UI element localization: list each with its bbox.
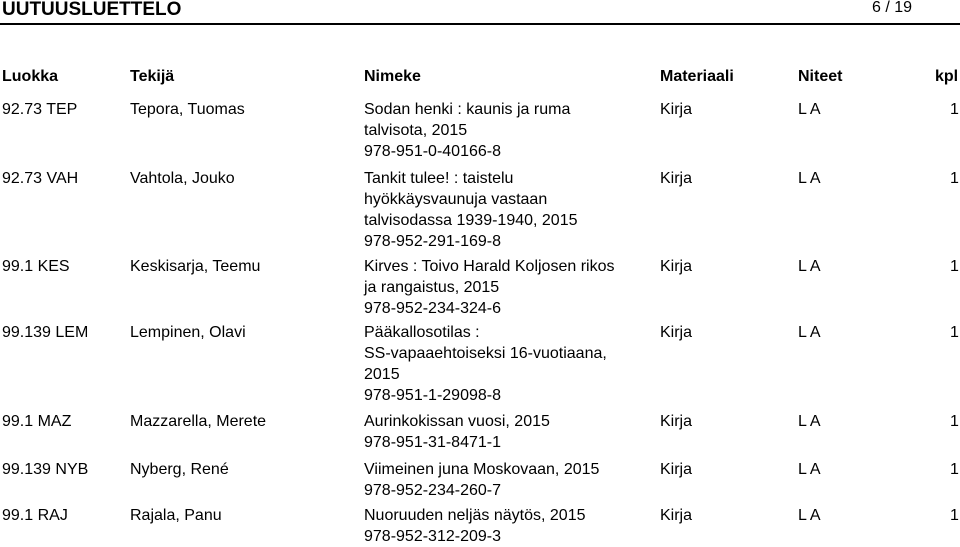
count: 1: [950, 101, 959, 118]
title-line: SS-vapaaehtoiseksi 16-vuotiaana,: [364, 345, 607, 362]
count: 1: [950, 413, 959, 430]
title-line: Kirves : Toivo Harald Koljosen rikos: [364, 258, 615, 275]
material: Kirja: [660, 258, 693, 275]
author: Mazzarella, Merete: [130, 413, 267, 430]
copies-location: L A: [798, 324, 821, 341]
material: Kirja: [660, 101, 693, 118]
material: Kirja: [660, 461, 693, 478]
isbn: 978-952-234-324-6: [364, 300, 501, 317]
title-block: [364, 322, 649, 406]
title-line: Tankit tulee! : taistelu: [364, 170, 514, 187]
title-block: [364, 168, 649, 252]
column-header-kpl: kpl: [935, 68, 959, 85]
copies-location: L A: [798, 101, 821, 118]
author: Nyberg, René: [130, 461, 229, 478]
material: Kirja: [660, 324, 693, 341]
author: Lempinen, Olavi: [130, 324, 246, 341]
author: Vahtola, Jouko: [130, 170, 235, 187]
header-rule: [0, 23, 960, 25]
title-line: Nuoruuden neljäs näytös, 2015: [364, 507, 586, 524]
material: Kirja: [660, 413, 693, 430]
column-header-luokka: Luokka: [2, 68, 59, 85]
author: Tepora, Tuomas: [130, 101, 245, 118]
title-line: Pääkallosotilas :: [364, 324, 480, 341]
isbn: 978-951-1-29098-8: [364, 387, 501, 404]
class-code: 99.1 MAZ: [2, 413, 72, 430]
class-code: 99.139 LEM: [2, 324, 89, 341]
copies-location: L A: [798, 413, 821, 430]
isbn: 978-951-0-40166-8: [364, 143, 501, 160]
class-code: 92.73 TEP: [2, 101, 78, 118]
isbn: 978-951-31-8471-1: [364, 434, 501, 451]
class-code: 99.1 RAJ: [2, 507, 68, 524]
column-header-materiaali: Materiaali: [660, 68, 734, 85]
class-code: 99.1 KES: [2, 258, 70, 275]
title-line: talvisota, 2015: [364, 122, 468, 139]
count: 1: [950, 507, 959, 524]
column-header-nimeke: Nimeke: [364, 68, 421, 85]
title-block: [364, 411, 649, 453]
isbn: 978-952-312-209-3: [364, 528, 501, 545]
copies-location: L A: [798, 507, 821, 524]
column-header-niteet: Niteet: [798, 68, 843, 85]
copies-location: L A: [798, 170, 821, 187]
count: 1: [950, 258, 959, 275]
material: Kirja: [660, 507, 693, 524]
title-line: 2015: [364, 366, 400, 383]
title-line: hyökkäysvaunuja vastaan: [364, 191, 548, 208]
title-block: [364, 459, 649, 501]
title-block: [364, 256, 649, 319]
author: Keskisarja, Teemu: [130, 258, 261, 275]
title-line: ja rangaistus, 2015: [364, 279, 500, 296]
title-line: Viimeinen juna Moskovaan, 2015: [364, 461, 600, 478]
isbn: 978-952-234-260-7: [364, 482, 501, 499]
material: Kirja: [660, 170, 693, 187]
column-header-tekija: Tekijä: [130, 68, 175, 85]
copies-location: L A: [798, 258, 821, 275]
count: 1: [950, 170, 959, 187]
title-line: Aurinkokissan vuosi, 2015: [364, 413, 550, 430]
class-code: 99.139 NYB: [2, 461, 89, 478]
isbn: 978-952-291-169-8: [364, 233, 501, 250]
title-block: [364, 99, 649, 162]
title-line: Sodan henki : kaunis ja ruma: [364, 101, 571, 118]
page-number: 6 / 19: [872, 0, 913, 16]
copies-location: L A: [798, 461, 821, 478]
count: 1: [950, 324, 959, 341]
author: Rajala, Panu: [130, 507, 222, 524]
class-code: 92.73 VAH: [2, 170, 79, 187]
title-line: talvisodassa 1939-1940, 2015: [364, 212, 578, 229]
count: 1: [950, 461, 959, 478]
report-title: UUTUUSLUETTELO: [2, 0, 182, 20]
